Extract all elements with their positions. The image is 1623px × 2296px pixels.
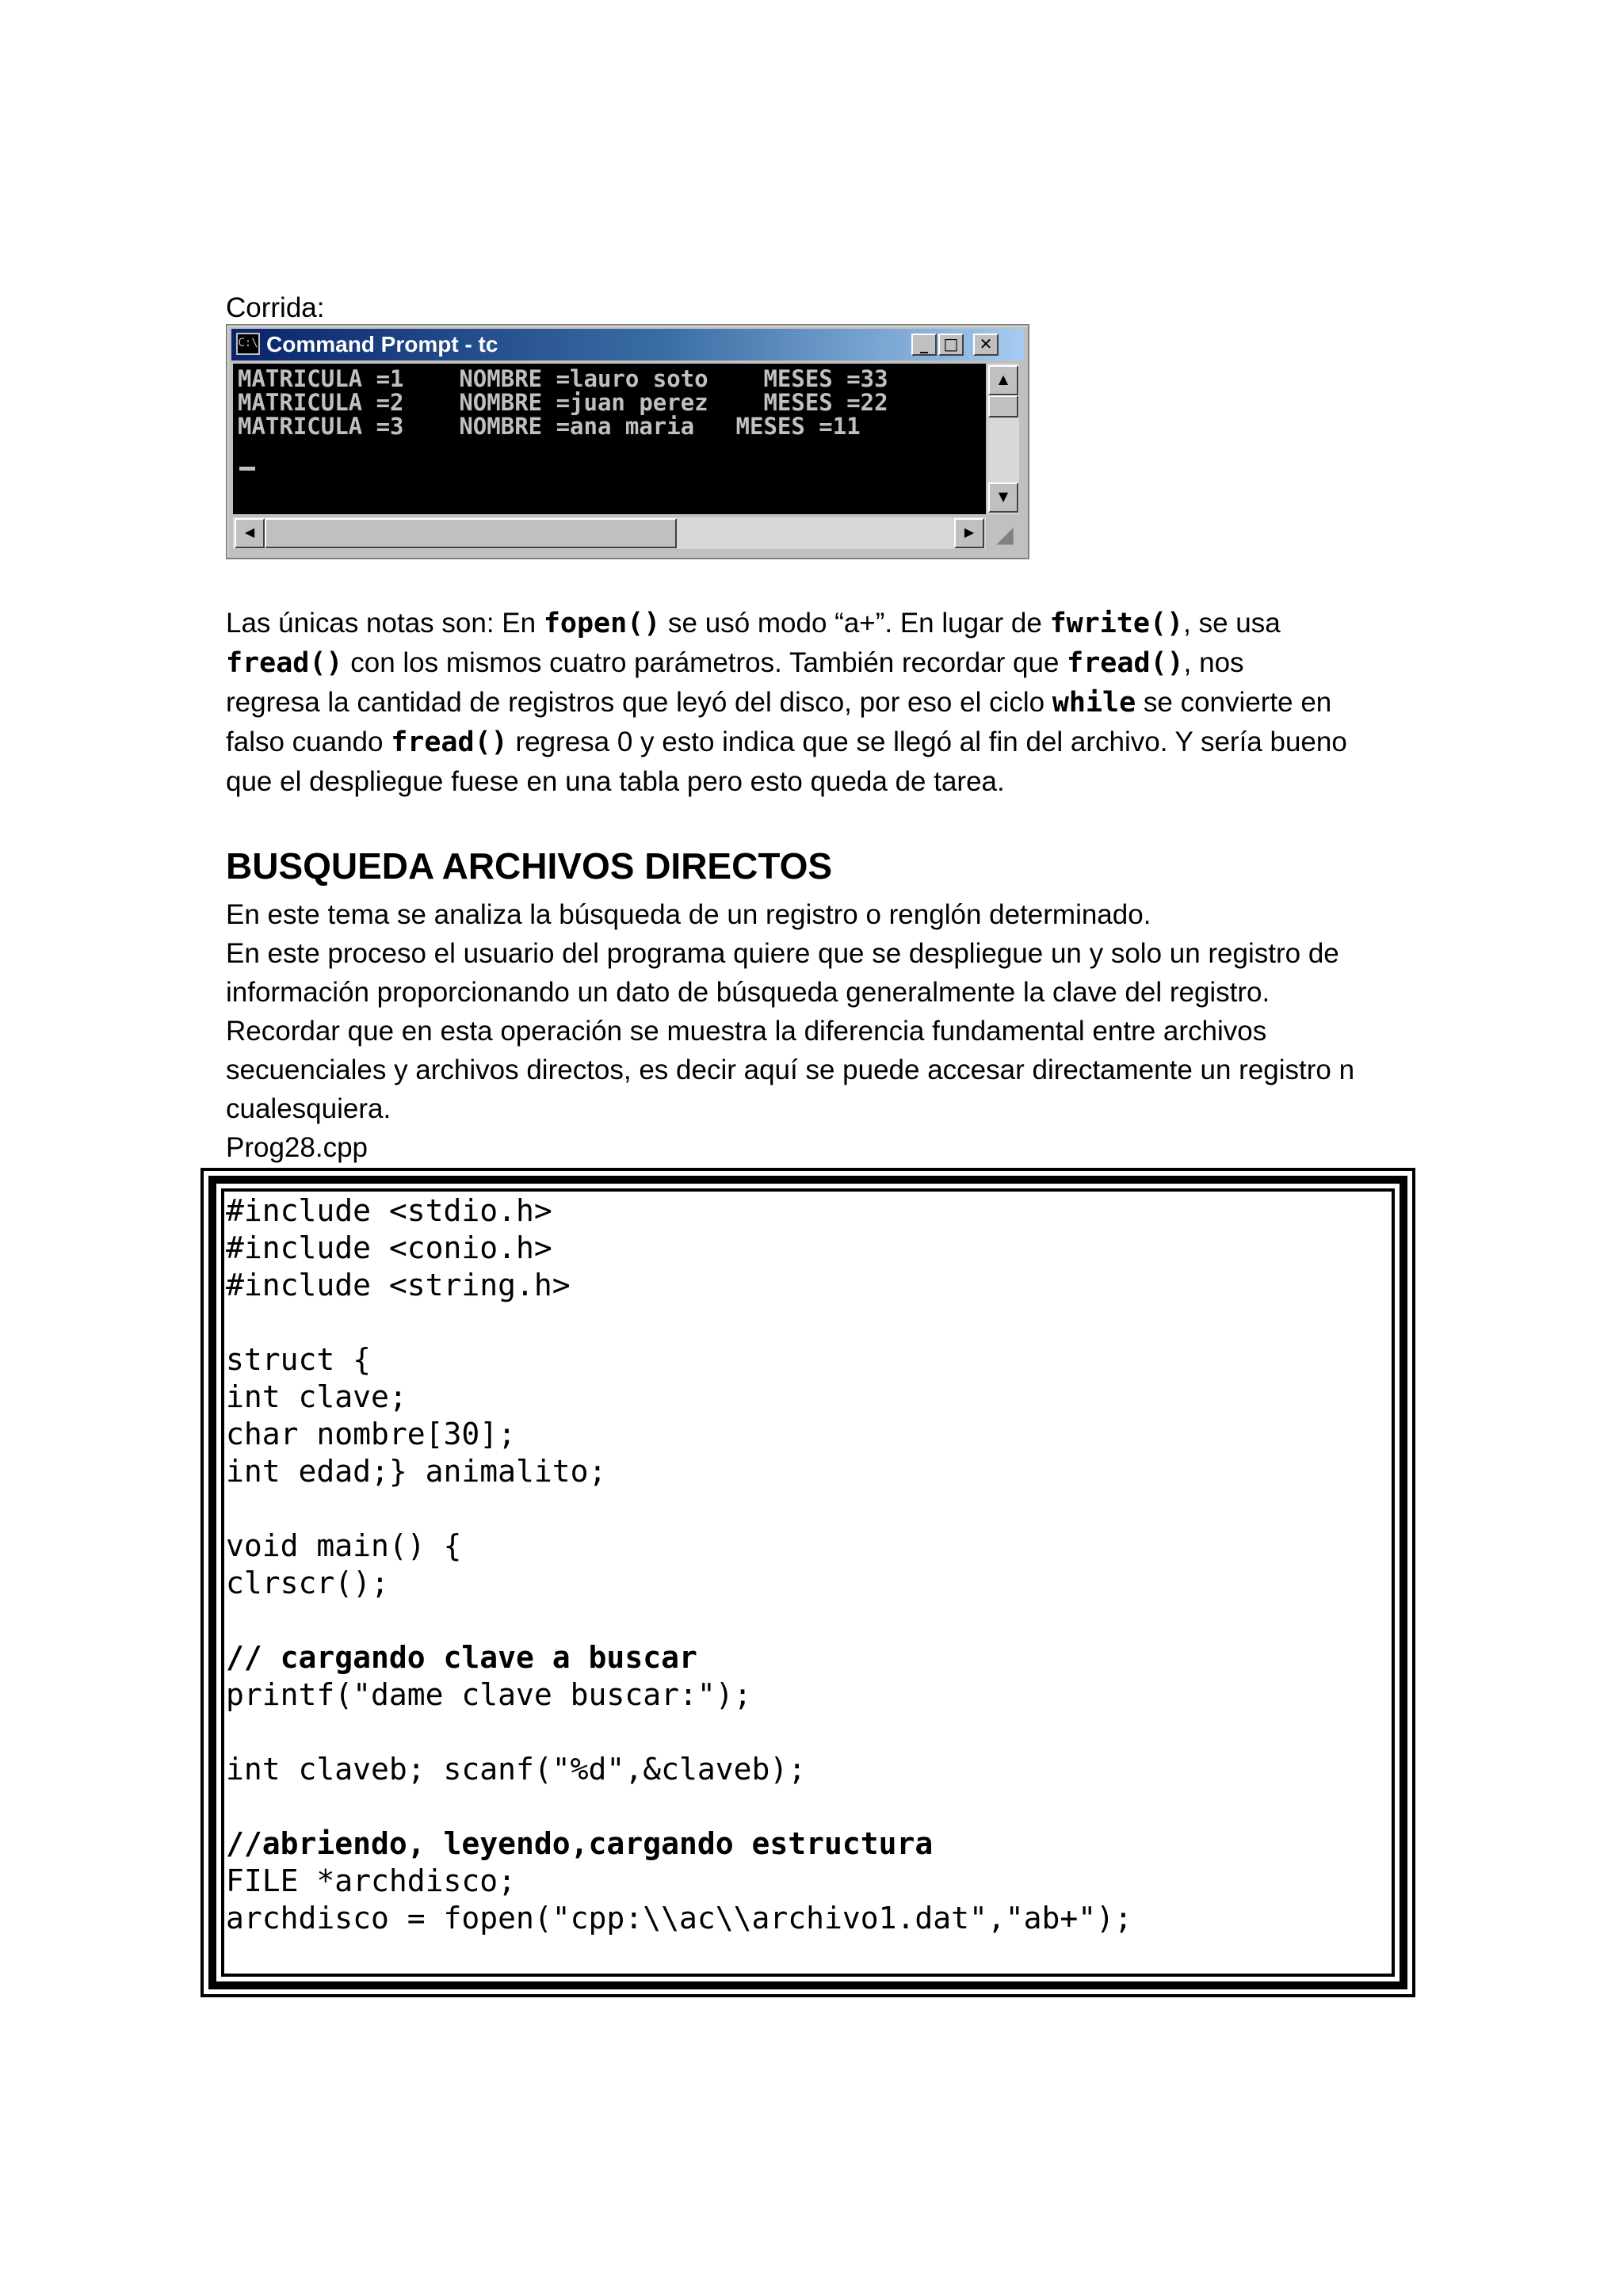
code-line: #include <string.h>: [226, 1268, 571, 1302]
section-heading: BUSQUEDA ARCHIVOS DIRECTOS: [226, 845, 833, 887]
notes-line: [226, 723, 1347, 762]
window-title: Command Prompt - tc: [266, 332, 498, 357]
code-fread: fread(): [1067, 647, 1184, 679]
console-cursor: [239, 467, 255, 471]
program-filename: Prog28.cpp: [226, 1132, 369, 1163]
code-comment-line: //abriendo, leyendo,cargando estructura: [226, 1826, 934, 1861]
text: con los mismos cuatro parámetros. También recordar que: [342, 647, 1067, 678]
text: se usó modo “a+”. En lugar de: [660, 608, 1050, 639]
section-line: cualesquiera.: [226, 1093, 391, 1124]
text: falso cuando: [226, 727, 391, 757]
code-line: int clave;: [226, 1379, 407, 1414]
notes-line: que el despliegue fuese en una tabla pero esto queda de tarea.: [226, 766, 1005, 797]
scroll-right-arrow-icon[interactable]: ▶: [954, 518, 984, 548]
text: regresa 0 y esto indica que se llegó al fin del archivo. Y sería bueno: [507, 727, 1347, 757]
notes-line: [226, 643, 1347, 683]
code-fopen: fopen(): [543, 608, 661, 639]
notes-paragraph: [226, 604, 1347, 801]
notes-line: [226, 683, 1347, 723]
code-line: int edad;} animalito;: [226, 1454, 607, 1489]
code-fwrite: fwrite(): [1049, 608, 1184, 639]
console-line: MATRICULA =1 NOMBRE =lauro soto MESES =33: [238, 365, 888, 392]
console-output: [233, 364, 986, 514]
horizontal-scroll-thumb[interactable]: [265, 518, 677, 548]
section-line: En este proceso el usuario del programa quiere que se despliegue un y solo un registro de: [226, 938, 1339, 969]
scroll-down-arrow-icon[interactable]: ▼: [988, 482, 1018, 513]
code-line: archdisco = fopen("cpp:\\ac\\archivo1.dat","ab+");: [226, 1901, 1132, 1936]
command-prompt-window: [226, 324, 1029, 559]
notes-line: [226, 604, 1347, 643]
horizontal-scrollbar[interactable]: [233, 517, 986, 549]
corrida-label: Corrida:: [226, 292, 325, 323]
text: regresa la cantidad de registros que leyó del disco, por eso el ciclo: [226, 687, 1052, 718]
vertical-scrollbar[interactable]: [987, 364, 1019, 514]
close-button[interactable]: ✕: [973, 334, 999, 356]
section-line: secuenciales y archivos directos, es decir aquí se puede accesar directamente un registro n: [226, 1055, 1355, 1085]
code-line: #include <stdio.h>: [226, 1193, 552, 1228]
section-line: información proporcionando un dato de búsqueda generalmente la clave del registro.: [226, 977, 1270, 1008]
text: se convierte en: [1136, 687, 1332, 718]
console-icon: C:\: [236, 333, 260, 355]
code-line: printf("dame clave buscar:");: [226, 1677, 752, 1712]
console-line: MATRICULA =3 NOMBRE =ana maria MESES =11: [238, 413, 861, 440]
code-line: int claveb; scanf("%d",&claveb);: [226, 1752, 807, 1787]
code-line: #include <conio.h>: [226, 1230, 552, 1265]
scroll-left-arrow-icon[interactable]: ◀: [235, 518, 265, 548]
text: Las únicas notas son: En: [226, 608, 544, 639]
minimize-button[interactable]: _: [911, 334, 937, 356]
window-title-bar: [231, 329, 1024, 360]
code-fread: fread(): [391, 727, 508, 758]
console-line: MATRICULA =2 NOMBRE =juan perez MESES =22: [238, 389, 888, 416]
section-line: Recordar que en esta operación se muestra la diferencia fundamental entre archivos: [226, 1016, 1267, 1047]
code-line: clrscr();: [226, 1566, 389, 1600]
code-line: struct {: [226, 1342, 372, 1377]
resize-grip-icon[interactable]: ◢: [996, 522, 1014, 547]
code-line: FILE *archdisco;: [226, 1863, 517, 1898]
code-line: void main() {: [226, 1528, 462, 1563]
code-line: char nombre[30];: [226, 1417, 517, 1451]
text: , se usa: [1183, 608, 1281, 639]
scroll-up-arrow-icon[interactable]: ▲: [988, 365, 1018, 395]
maximize-button[interactable]: □: [938, 334, 964, 356]
code-while: while: [1052, 687, 1136, 719]
text: , nos: [1183, 647, 1244, 678]
code-comment-line: // cargando clave a buscar: [226, 1640, 697, 1675]
section-body: [226, 895, 1354, 1167]
code-fread: fread(): [226, 647, 343, 679]
vertical-scroll-thumb[interactable]: [988, 395, 1018, 418]
section-line: En este tema se analiza la búsqueda de un registro o renglón determinado.: [226, 899, 1151, 930]
